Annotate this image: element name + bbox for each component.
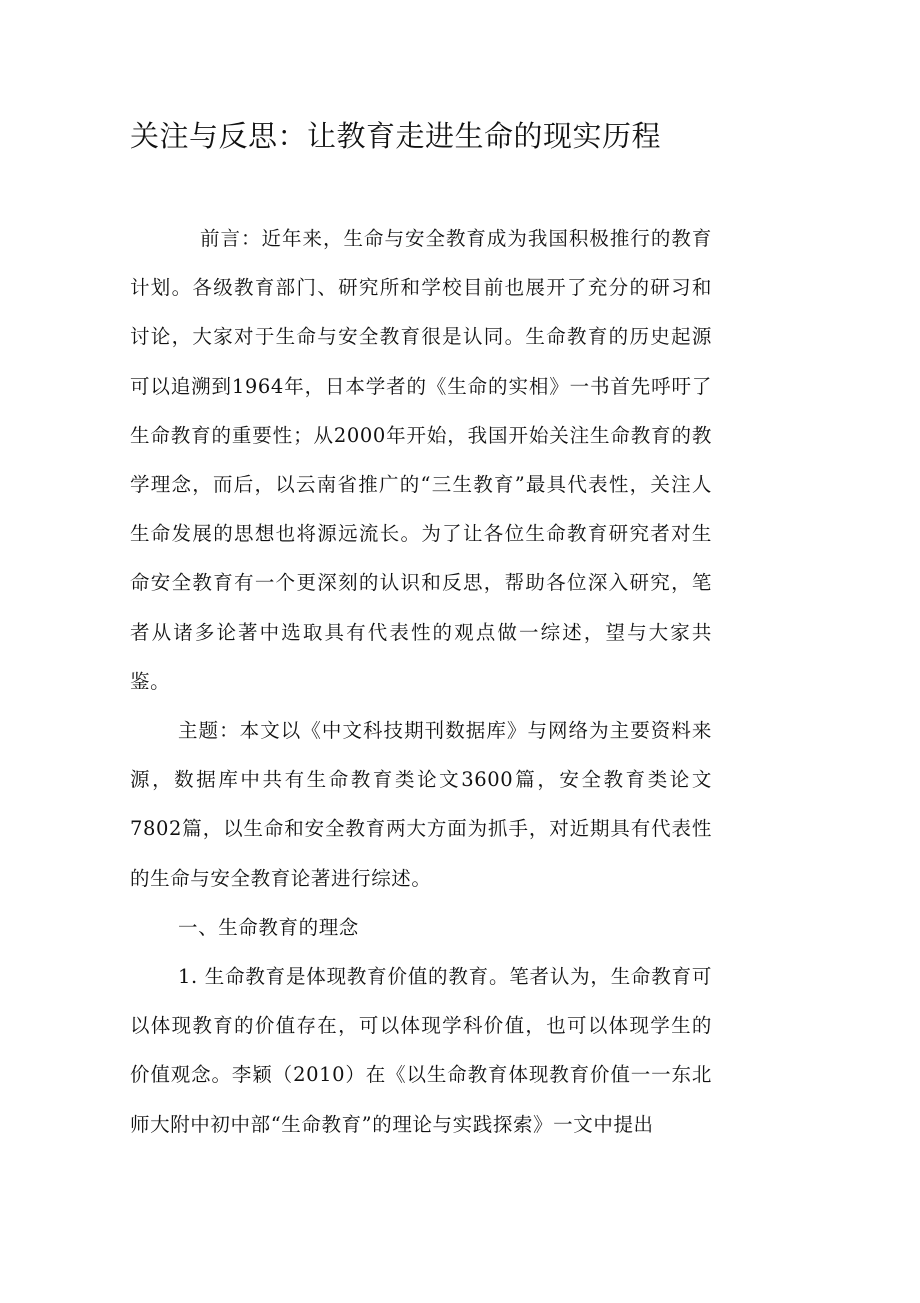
topic-paragraph: 主题：本文以《中文科技期刊数据库》与网络为主要资料来源，数据库中共有生命教育类论文3600篇，安全教育类论文7802篇，以生命和安全教育两大方面为抓手，对近期具有代表性的生命与安全教育论著进行综述。	[130, 719, 712, 890]
document-title: 关注与反思：让教育走进生命的现实历程	[130, 119, 662, 153]
preface-paragraph: 前言：近年来，生命与安全教育成为我国积极推行的教育计划。各级教育部门、研究所和学校目前也展开了充分的研习和讨论，大家对于生命与安全教育很是认同。生命教育的历史起源可以追溯到1964年，日本学者的《生命的实相》一书首先呼吁了生命教育的重要性；从2000年开始，我国开始关注生命教育的教学理念，而后，以云南省推广的“三生教育”最具代表性，关注人生命发展的思想也将源远流长。为了让各位生命教育研究者对生命安全教育有一个更深刻的认识和反思，帮助各位深入研究，笔者从诸多论著中选取具有代表性的观点做一综述，望与大家共鉴。	[130, 227, 712, 693]
section-heading: 一、生命教育的理念	[178, 916, 359, 939]
section-paragraph: 1. 生命教育是体现教育价值的教育。笔者认为，生命教育可以体现教育的价值存在，可以体现学科价值，也可以体现学生的价值观念。李颖（2010）在《以生命教育体现教育价值一一东北师大附中初中部“生命教育”的理论与实践探索》一文中提出	[130, 965, 712, 1136]
